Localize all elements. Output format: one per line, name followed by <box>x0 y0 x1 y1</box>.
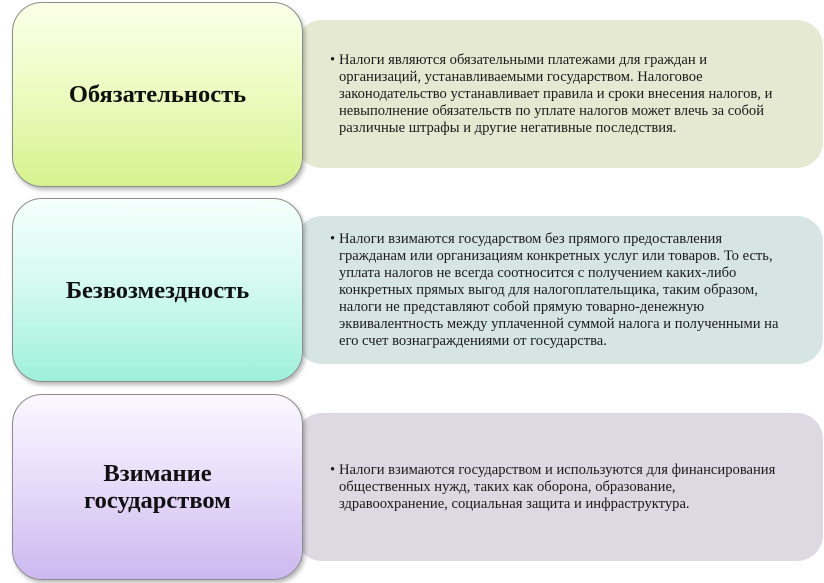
description-text: Налоги являются обязательными платежами для граждан и организаций, устанавливаемыми государством. Налоговое законодательство устанавливает правила и сроки внесения налогов, и невыполнение обязательств по уплате налогов может влечь за собой различные штрафы и другие негативные последствия. <box>339 51 773 136</box>
principle-title: Взимание государством <box>84 460 231 514</box>
bullet-icon: • <box>330 461 336 478</box>
description-item <box>330 462 783 513</box>
diagram-row-gratuitousness <box>0 192 824 386</box>
principle-title: Обязательность <box>68 81 247 108</box>
principle-box <box>12 198 303 382</box>
diagram-row-obligatoriness <box>0 0 824 192</box>
diagram-row-state-collection <box>0 386 824 583</box>
description-item <box>330 52 783 137</box>
bullet-icon: • <box>330 51 336 68</box>
principle-title: Безвозмездность <box>65 276 250 304</box>
description-panel <box>296 20 823 168</box>
principle-box <box>12 394 303 580</box>
description-text: Налоги взимаются государством и используются для финансирования общественных нужд, таких как оборона, образование, здравоохранение, социальная защита и инфраструктура. <box>339 461 776 512</box>
principle-box <box>12 2 303 187</box>
description-text: Налоги взимаются государством без прямого предоставления гражданам или организациям конкретных услуг или товаров. То есть, уплата налогов не всегда соотносится с получением каких-либо конкретных прямых выгод для налогоплательщика, таким образом, налоги не представляют собой прямую товарно-денежную эквивалентность между уплаченной суммой налога и полученными на его счет вознаграждениями от государства. <box>339 230 779 349</box>
description-panel <box>296 413 823 561</box>
description-panel <box>296 216 823 364</box>
description-item <box>330 231 783 350</box>
bullet-icon: • <box>330 230 336 247</box>
